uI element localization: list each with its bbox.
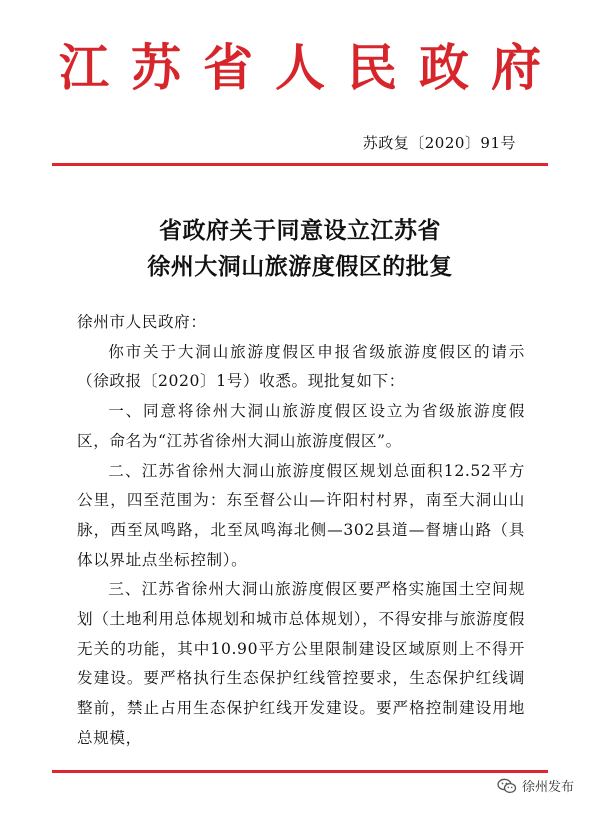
title-line-2: 徐州大洞山旅游度假区的批复 [147,253,453,280]
header-red-rule [52,163,548,166]
paragraph-item-2: 二、江苏省徐州大洞山旅游度假区规划总面积12.52平方公里，四至范围为：东至督公山—许阳村村界，南至大洞山山脉，西至凤鸣路，北至凤鸣海北侧—302县道—督塘山路（具体以界址点坐标控制）。 [77,461,525,569]
document-title [0,213,600,285]
salutation: 徐州市人民政府： [77,313,207,331]
title-line-1: 省政府关于同意设立江苏省 [159,217,441,244]
paragraph-item-1: 一、同意将徐州大洞山旅游度假区设立为省级旅游度假区，命名为“江苏省徐州大洞山旅游度假区”。 [77,402,525,450]
watermark [493,774,578,797]
footer-red-rule [52,770,548,773]
paragraph-item-3: 三、江苏省徐州大洞山旅游度假区要严格实施国土空间规划（土地利用总体规划和城市总体规划），不得安排与旅游度假无关的功能，其中10.90平方公里限制建设区域原则上不得开发建设。要严格执行生态保护红线管控要求，生态保护红线调整前，禁止占用生态保护红线开发建设。要严格控制建设用地总规模， [77,580,525,747]
document-body [77,308,525,754]
watermark-text: 徐州发布 [521,780,574,795]
wechat-icon [497,778,517,794]
paragraph-intro: 你市关于大洞山旅游度假区申报省级旅游度假区的请示（徐政报〔2020〕1号）收悉。现批复如下： [77,342,525,391]
document-number: 苏政复〔2020〕91号 [362,134,516,152]
masthead-title: 江苏省人民政府 [59,38,563,97]
